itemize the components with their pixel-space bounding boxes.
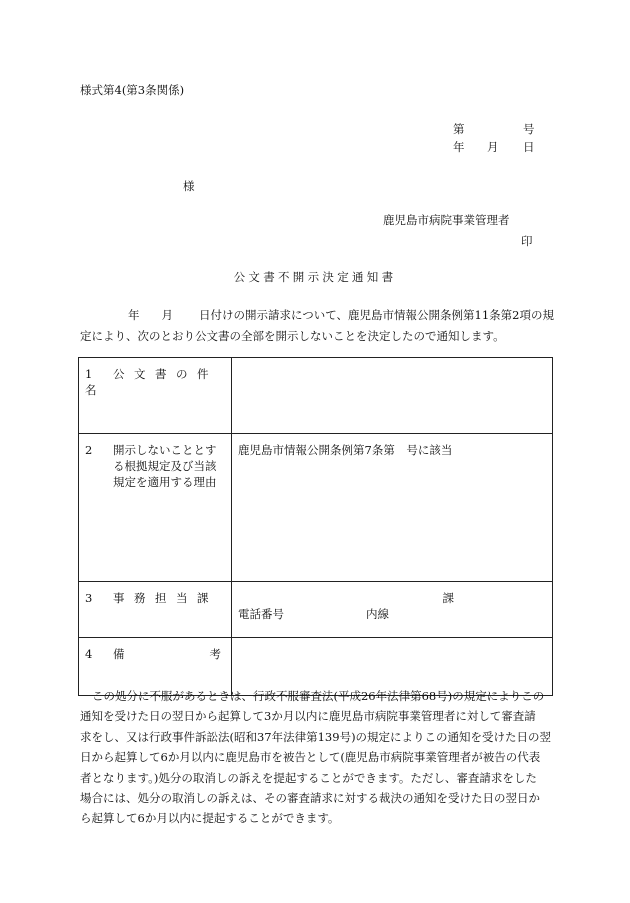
phone-row <box>238 606 546 622</box>
notice-line: 日から起算して6か月以内に鹿児島市を被告として(鹿児島市病院事業管理者が被告の代表 <box>80 750 541 765</box>
department-value <box>232 582 553 638</box>
notice-line: 通知を受けた日の翌日から起算して3か月以内に鹿児島市病院事業管理者に対して審査請 <box>80 709 536 724</box>
form-number: 様式第4(第3条関係) <box>80 83 185 97</box>
legal-basis-value: 鹿児島市情報公開条例第7条第 号に該当 <box>232 434 553 582</box>
intro-line-2: 定により、次のとおり公文書の全部を開示しないことを決定したので通知します。 <box>80 329 505 343</box>
notice-line: 場合には、処分の取消しの訴えは、その審査請求に対する裁決の通知を受けた日の翌日か <box>80 791 540 806</box>
department-label: 事務担当課 <box>113 591 218 605</box>
document-subject-label: 公文書の件名 <box>85 367 218 397</box>
date-month-label: 月 <box>487 140 499 154</box>
intro-month: 月 <box>161 308 173 322</box>
addressee-suffix: 様 <box>183 179 195 193</box>
notice-line: ら起算して6か月以内に提起することができます。 <box>80 811 340 826</box>
notice-line: 者となります。)処分の取消しの訴えを提起することができます。ただし、審査請求をした <box>80 770 537 785</box>
intro-paragraph <box>80 305 554 347</box>
table-row <box>79 434 553 582</box>
table-row <box>79 582 553 638</box>
row-label <box>79 582 232 638</box>
remarks-label-start: 備 <box>113 647 125 661</box>
legal-basis-label-block <box>85 442 225 490</box>
sender-name: 鹿児島市病院事業管理者 <box>383 213 510 227</box>
intro-line-1-text: 日付けの開示請求について、鹿児島市情報公開条例第11条第2項の規 <box>199 308 554 322</box>
row-number: 1 <box>85 367 93 381</box>
notice-line: この処分に不服があるときは、行政不服審査法(平成26年法律第68号)の規定によりこの <box>92 689 545 703</box>
date-year-label: 年 <box>453 140 465 154</box>
notice-line: 求をし、又は行政事件訴訟法(昭和37年法律第139号)の規定によりこの通知を受けた日の翌 <box>80 729 552 744</box>
seal-mark: 印 <box>521 234 533 248</box>
intro-line-1 <box>80 305 554 326</box>
row-number: 3 <box>85 591 93 605</box>
legal-basis-label: 開示しないこととする根拠規定及び当該規定を適用する理由 <box>113 443 217 489</box>
remarks-label-end: 考 <box>209 647 221 661</box>
decision-table <box>78 357 553 696</box>
row-number: 2 <box>85 443 93 457</box>
phone-label: 電話番号 <box>238 607 284 621</box>
row-label <box>79 358 232 434</box>
document-title: 公文書不開示決定通知書 <box>233 270 397 284</box>
document-subject-value <box>232 358 553 434</box>
row-number: 4 <box>85 647 93 661</box>
table-row <box>79 358 553 434</box>
date-day-label: 日 <box>523 140 535 154</box>
department-suffix: 課 <box>442 591 454 605</box>
appeal-notice <box>80 686 554 829</box>
extension-label: 内線 <box>366 607 389 621</box>
row-label <box>79 434 232 582</box>
remarks-label-row <box>85 646 225 662</box>
document-number-suffix: 号 <box>523 122 535 136</box>
intro-year: 年 <box>128 308 140 322</box>
document-number-label: 第 <box>453 122 465 136</box>
